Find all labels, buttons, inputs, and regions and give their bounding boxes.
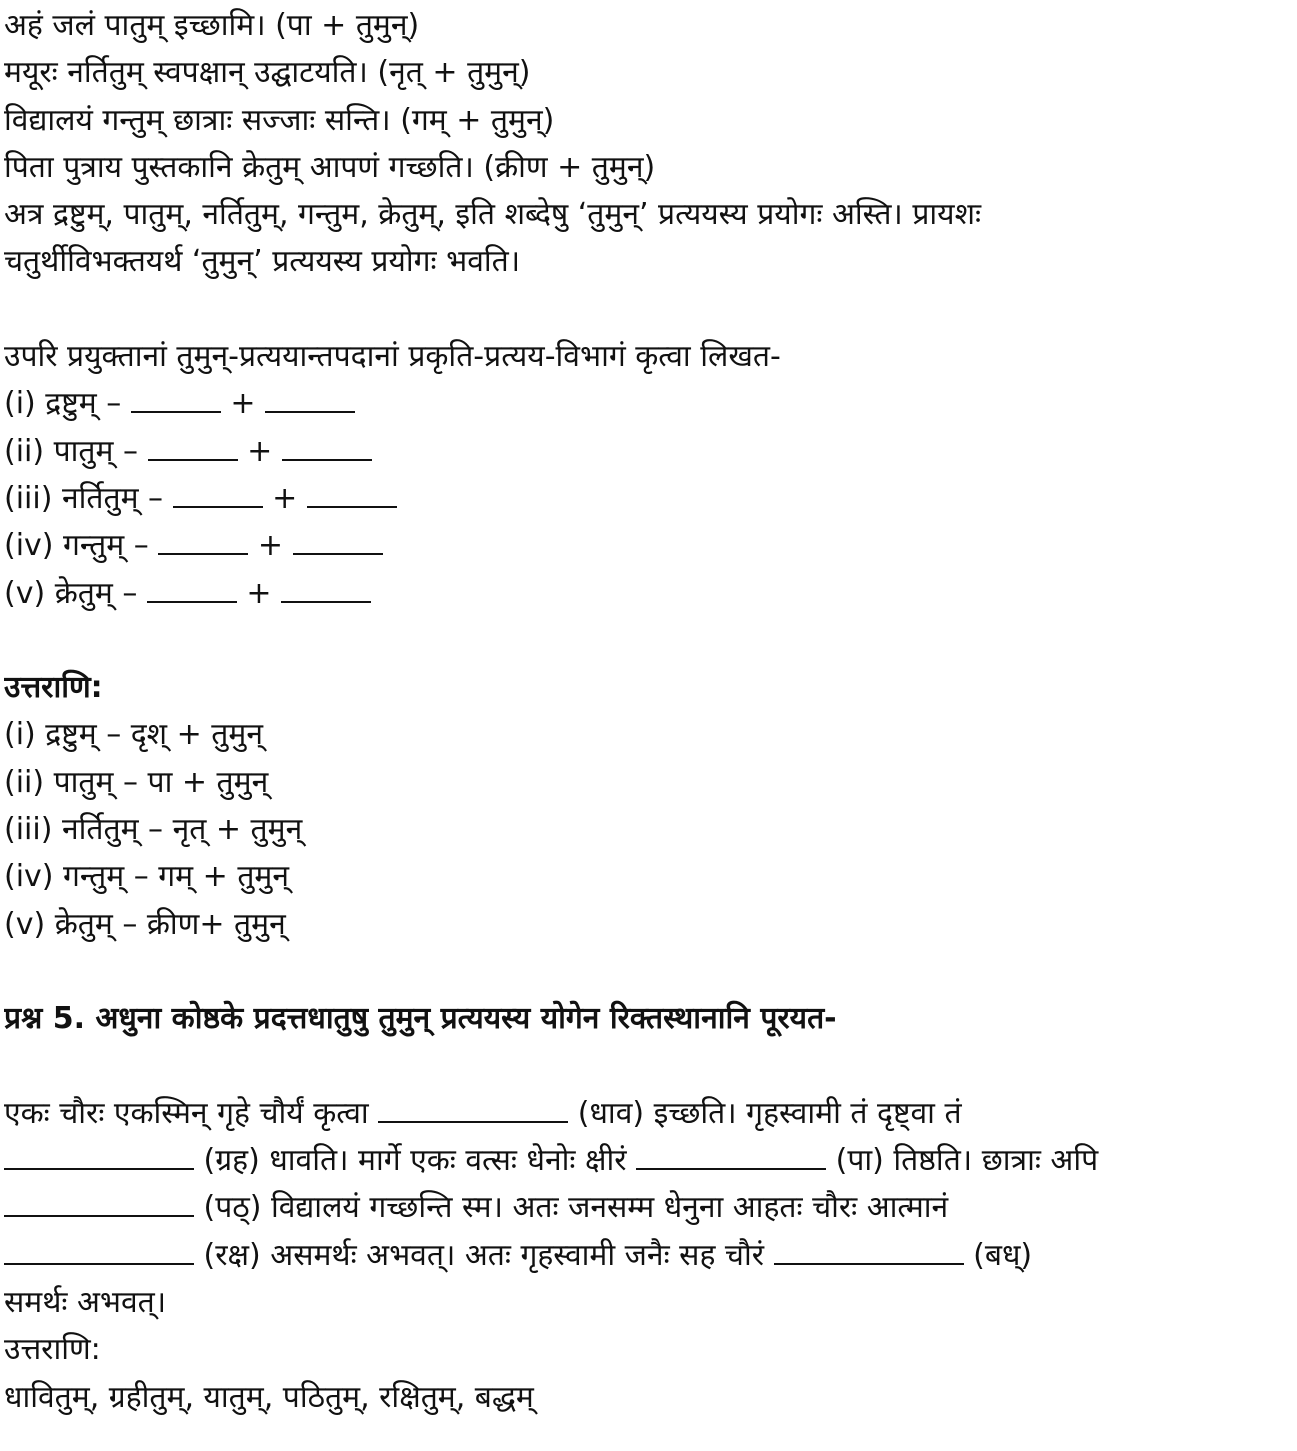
exercise-item-label: (ii) पातुम् – (4, 433, 139, 469)
exercise-item (4, 428, 1293, 475)
exercise-item (4, 522, 1293, 569)
fill-blank (4, 1188, 194, 1217)
spacer (4, 1043, 1293, 1090)
intro-line-5: अत्र द्रष्टुम्, पातुम्, नर्तितुम्, गन्तुम, क्रेतुम्, इति शब्देषु ‘तुमुन्’ प्रत्ययस्य प्रयोगः अस्ति। प्रायशः (4, 197, 982, 233)
passage-line-1 (4, 1090, 1293, 1137)
passage-line-3 (4, 1184, 1293, 1231)
plus-sign: + (247, 433, 273, 469)
passage-line-2 (4, 1137, 1293, 1184)
passage-text: एकः चौरः एकस्मिन् गृहे चौर्यं कृत्वा (4, 1095, 369, 1131)
exercise-item-label: (iii) नर्तितुम् – (4, 480, 164, 516)
passage-text: (पा) तिष्ठति। छात्राः अपि (835, 1143, 1099, 1179)
fill-blank (774, 1236, 964, 1265)
exercise-item (4, 570, 1293, 617)
plus-sign: + (272, 480, 298, 516)
plus-sign: + (230, 386, 256, 422)
answer-blank (158, 526, 248, 555)
intro-line-3: विद्यालयं गन्तुम् छात्राः सज्जाः सन्ति। (गम् + तुमुन्) (4, 102, 555, 138)
answers-heading: उत्तराणि: (4, 670, 103, 706)
exercise-item (4, 380, 1293, 427)
plus-sign: + (257, 528, 283, 564)
fill-blank (378, 1094, 568, 1123)
answer-item: (i) द्रष्टुम् – दृश् + तुमुन् (4, 717, 263, 753)
passage-text: (ग्रह) धावति। मार्गे एकः वत्सः धेनोः क्षीरं (203, 1143, 627, 1179)
answer-blank (148, 432, 238, 461)
passage-line-4 (4, 1232, 1293, 1279)
spacer (4, 948, 1293, 995)
passage-text: (रक्ष) असमर्थः अभवत्। अतः गृहस्वामी जनैः सह चौरं (203, 1237, 765, 1273)
fill-blank (636, 1141, 826, 1170)
passage-line-5: समर्थः अभवत्। (4, 1285, 167, 1321)
answer-blank (293, 526, 383, 555)
answer-blank (173, 479, 263, 508)
answer-blank (131, 384, 221, 413)
spacer (4, 286, 1293, 333)
question-5-answer: धावितुम्, ग्रहीतुम्, यातुम्, पठितुम्, रक्षितुम्, बद्धम् (4, 1379, 534, 1415)
intro-line-4: पिता पुत्राय पुस्तकानि क्रेतुम् आपणं गच्छति। (क्रीण + तुमुन्) (4, 149, 656, 185)
exercise-item-label: (iv) गन्तुम् – (4, 528, 149, 564)
answer-blank (265, 384, 355, 413)
plus-sign: + (246, 575, 272, 611)
answer-blank (282, 432, 372, 461)
exercise-item-label: (v) क्रेतुम् – (4, 575, 138, 611)
fill-blank (4, 1236, 194, 1265)
fill-blank (4, 1141, 194, 1170)
passage-text: (पठ्) विद्यालयं गच्छन्ति स्म। अतः जनसम्म धेनुना आहतः चौरः आत्मानं (203, 1190, 949, 1226)
passage-text: (धाव) इच्छति। गृहस्वामी तं दृष्ट्वा तं (577, 1095, 962, 1131)
answer-item: (iv) गन्तुम् – गम् + तुमुन् (4, 859, 290, 895)
question-5-heading: प्रश्न 5. अधुना कोष्ठके प्रदत्तधातुषु तुमुन् प्रत्ययस्य योगेन रिक्तस्थानानि पूरयत- (4, 1001, 837, 1037)
spacer (4, 617, 1293, 664)
exercise-item (4, 475, 1293, 522)
passage-text: (बध्) (973, 1237, 1033, 1273)
exercise-item-label: (i) द्रष्टुम् – (4, 386, 122, 422)
answer-blank (281, 574, 371, 603)
answer-item: (v) क्रेतुम् – क्रीण+ तुमुन् (4, 906, 286, 942)
answer-blank (307, 479, 397, 508)
question-5-answer-heading: उत्तराणि: (4, 1332, 101, 1368)
intro-line-6: चतुर्थीविभक्तयर्थ ‘तुमुन्’ प्रत्ययस्य प्रयोगः भवति। (4, 244, 521, 280)
answer-item: (ii) पातुम् – पा + तुमुन् (4, 764, 269, 800)
intro-line-2: मयूरः नर्तितुम् स्वपक्षान् उद्घाटयति। (नृत् + तुमुन्) (4, 55, 531, 91)
answer-blank (147, 574, 237, 603)
answer-item: (iii) नर्तितुम् – नृत् + तुमुन् (4, 812, 303, 848)
intro-line-1: अहं जलं पातुम् इच्छामि। (पा + तुमुन्) (4, 8, 420, 43)
exercise-instruction: उपरि प्रयुक्तानां तुमुन्-प्रत्ययान्तपदानां प्रकृति-प्रत्यय-विभागं कृत्वा लिखत- (4, 339, 781, 375)
